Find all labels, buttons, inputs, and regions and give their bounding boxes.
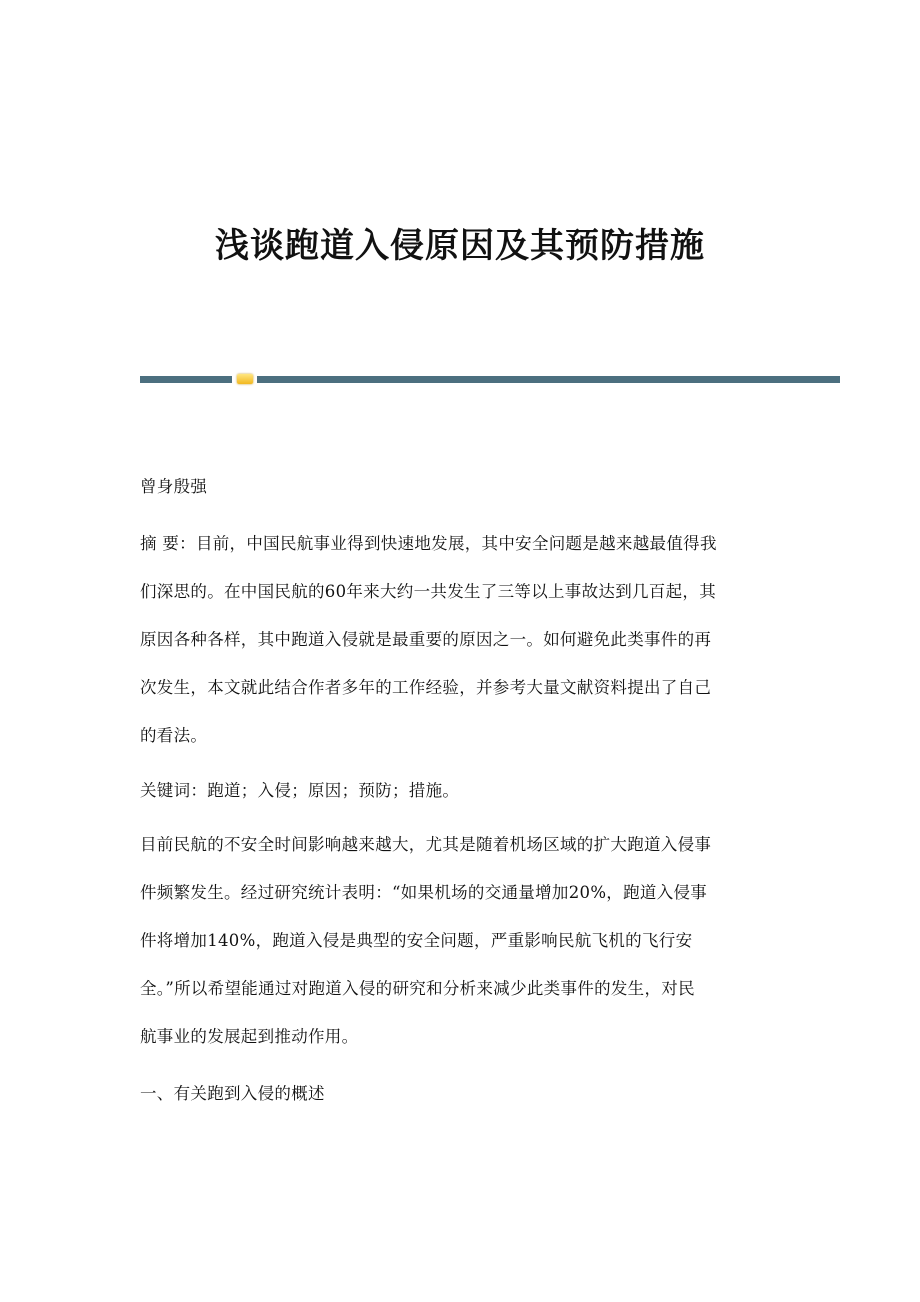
body-line: 件频繁发生。经过研究统计表明：“如果机场的交通量增加20%，跑道入侵事	[140, 883, 708, 902]
abstract-line: 摘 要：目前，中国民航事业得到快速地发展，其中安全问题是越来越最值得我	[140, 534, 717, 553]
body-line: 目前民航的不安全时间影响越来越大，尤其是随着机场区域的扩大跑道入侵事	[140, 835, 712, 854]
abstract-line: 们深思的。在中国民航的60年来大约一共发生了三等以上事故达到几百起，其	[140, 582, 716, 601]
body-line: 全。”所以希望能通过对跑道入侵的研究和分析来减少此类事件的发生，对民	[140, 979, 695, 998]
envelope-icon	[237, 374, 253, 384]
divider-left-bar	[140, 376, 232, 383]
section-heading: 一、有关跑到入侵的概述	[140, 1084, 325, 1103]
divider-right-bar	[257, 376, 840, 383]
document-title: 浅谈跑道入侵原因及其预防措施	[215, 226, 705, 266]
keywords: 关键词：跑道；入侵；原因；预防；措施。	[140, 781, 460, 800]
body-line: 航事业的发展起到推动作用。	[140, 1027, 359, 1046]
abstract-line: 次发生，本文就此结合作者多年的工作经验，并参考大量文献资料提出了自己	[140, 678, 712, 697]
author: 曾身殷强	[140, 477, 208, 496]
abstract-line: 的看法。	[140, 726, 208, 745]
body-line: 件将增加140%，跑道入侵是典型的安全问题，严重影响民航飞机的飞行安	[140, 931, 693, 950]
abstract-line: 原因各种各样，其中跑道入侵就是最重要的原因之一。如何避免此类事件的再	[140, 630, 712, 649]
